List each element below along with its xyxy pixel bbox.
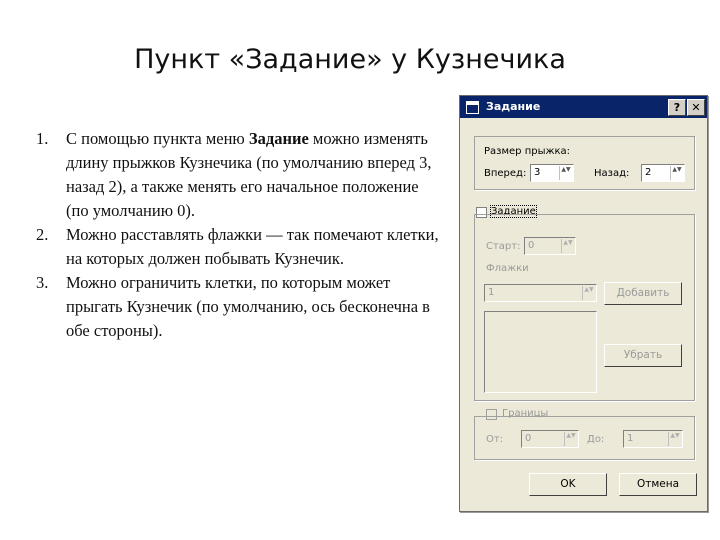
to-label: До: — [587, 434, 605, 445]
spin-arrows-icon[interactable]: ▲▼ — [564, 432, 577, 446]
list-bold-text: Задание — [248, 129, 309, 148]
help-button[interactable]: ? — [668, 99, 686, 116]
forward-value: 3 — [534, 167, 541, 178]
list-text: С помощью пункта меню — [66, 129, 249, 148]
back-value: 2 — [645, 167, 652, 178]
task-checkbox-label[interactable]: Задание — [491, 206, 536, 217]
start-value: 0 — [528, 240, 535, 251]
dialog-title: Задание — [486, 100, 541, 113]
forward-label: Вперед: — [484, 168, 527, 179]
dialog-titlebar[interactable] — [460, 96, 707, 118]
start-label: Старт: — [486, 241, 521, 252]
spin-arrows-icon[interactable]: ▲▼ — [559, 166, 572, 180]
flag-spinner[interactable] — [484, 284, 597, 302]
spin-arrows-icon[interactable]: ▲▼ — [561, 239, 574, 253]
add-flag-button[interactable]: Добавить — [604, 282, 682, 305]
from-spinner[interactable] — [521, 430, 579, 448]
list-text: можно изменять длину прыжков Кузнечика (по умолчанию вперед 3, назад 2), а также менять его начальное положение (по умолчанию 0). — [66, 129, 432, 220]
list-number: 1. — [36, 129, 49, 148]
list-item — [36, 127, 441, 223]
window-icon — [466, 101, 479, 114]
list-item — [36, 223, 441, 271]
start-spinner[interactable] — [524, 237, 576, 255]
list-text: Можно расставлять флажки — так помечают клетки, на которых должен побывать Кузнечик. — [66, 225, 439, 268]
slide-title: Пункт «Задание» у Кузнечика — [134, 44, 566, 75]
back-spinner[interactable] — [641, 164, 685, 182]
spin-arrows-icon[interactable]: ▲▼ — [668, 432, 681, 446]
body-list — [36, 127, 441, 343]
close-button[interactable]: ✕ — [687, 99, 705, 116]
to-spinner[interactable] — [623, 430, 683, 448]
list-item — [36, 271, 441, 343]
flag-value: 1 — [488, 287, 495, 298]
flags-listbox[interactable] — [484, 311, 597, 393]
cancel-button[interactable]: Отмена — [619, 473, 697, 496]
spin-arrows-icon[interactable]: ▲▼ — [670, 166, 683, 180]
bounds-checkbox-label[interactable]: Границы — [502, 408, 549, 419]
forward-spinner[interactable] — [530, 164, 574, 182]
list-number: 3. — [36, 273, 49, 292]
to-value: 1 — [627, 433, 634, 444]
list-number: 2. — [36, 225, 49, 244]
spin-arrows-icon[interactable]: ▲▼ — [582, 286, 595, 300]
from-value: 0 — [525, 433, 532, 444]
remove-flag-button[interactable]: Убрать — [604, 344, 682, 367]
from-label: От: — [486, 434, 504, 445]
flags-label: Флажки — [486, 263, 529, 274]
list-text: Можно ограничить клетки, по которым может прыгать Кузнечик (по умолчанию, ось бесконечна в обе стороны). — [66, 273, 430, 340]
back-label: Назад: — [594, 168, 630, 179]
ok-button[interactable]: OK — [529, 473, 607, 496]
task-dialog — [459, 95, 708, 512]
jump-group-label: Размер прыжка: — [484, 146, 571, 157]
